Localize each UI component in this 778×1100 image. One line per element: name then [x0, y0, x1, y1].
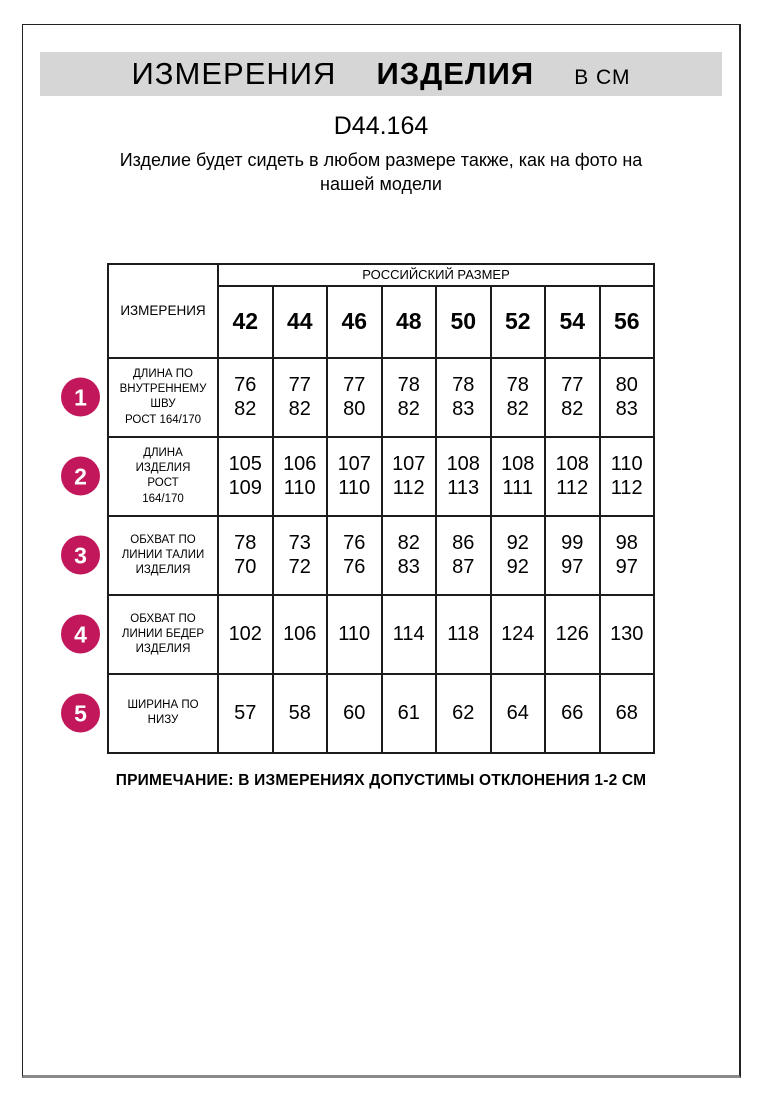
size-table-wrapper — [74, 263, 655, 754]
header-row-group — [108, 264, 654, 286]
measure-label-line: ИЗДЕЛИЯ — [135, 642, 191, 655]
value-line: 61 — [397, 702, 420, 725]
value-cell — [273, 516, 328, 595]
value-cell — [327, 516, 382, 595]
row-number-badge: 2 — [61, 457, 100, 496]
value-cell — [218, 516, 273, 595]
value-line: 109 — [228, 477, 262, 500]
value-line: 77 — [343, 373, 366, 396]
value-line: 82 — [561, 398, 584, 421]
value-line: 110 — [338, 623, 371, 646]
row-number-badge: 4 — [61, 615, 100, 654]
value-cell — [600, 674, 655, 753]
value-line: 58 — [288, 702, 311, 725]
value-line: 83 — [397, 556, 420, 579]
measure-label-line: ЛИНИИ БЕДЕР — [121, 627, 205, 640]
measure-label-cell — [74, 358, 218, 437]
value-line: 86 — [452, 531, 475, 554]
value-cell — [491, 595, 546, 674]
size-header-cell: 54 — [545, 286, 600, 358]
value-line: 99 — [561, 531, 584, 554]
value-line: 106 — [283, 452, 317, 475]
value-cell — [382, 437, 437, 516]
row-number-badge: 1 — [61, 378, 100, 417]
value-line: 108 — [446, 452, 480, 475]
table-row — [108, 437, 654, 516]
value-line: 70 — [234, 556, 257, 579]
size-header-cell: 56 — [600, 286, 655, 358]
value-line: 78 — [452, 373, 475, 396]
value-cell — [273, 595, 328, 674]
measure-label-line: РОСТ — [147, 477, 179, 490]
value-line: 112 — [392, 477, 425, 500]
value-cell — [273, 437, 328, 516]
value-cell — [600, 595, 655, 674]
value-line: 64 — [506, 702, 529, 725]
value-line: 82 — [506, 398, 529, 421]
table-row — [108, 595, 654, 674]
value-line: 76 — [234, 373, 257, 396]
value-cell — [436, 674, 491, 753]
value-line: 78 — [506, 373, 529, 396]
size-table — [74, 263, 655, 754]
value-cell — [545, 595, 600, 674]
value-cell — [436, 595, 491, 674]
measure-label-line: 164/170 — [142, 492, 184, 505]
value-line: 87 — [452, 556, 475, 579]
measure-label-cell — [74, 595, 218, 674]
table-row — [108, 516, 654, 595]
value-line: 68 — [615, 702, 638, 725]
measure-label-line: ИЗДЕЛИЯ — [135, 462, 191, 475]
value-line: 80 — [615, 373, 638, 396]
fit-description: Изделие будет сидеть в любом размере также, как на фото на нашей модели — [119, 150, 643, 194]
value-line: 72 — [288, 556, 311, 579]
value-line: 130 — [610, 623, 644, 646]
size-header-cell: 46 — [327, 286, 382, 358]
title-bar — [40, 52, 722, 96]
value-line: 114 — [392, 623, 425, 646]
size-table-body — [74, 358, 654, 753]
value-cell — [600, 437, 655, 516]
row-number-badge: 5 — [61, 694, 100, 733]
value-line: 98 — [615, 531, 638, 554]
row-number-badge: 3 — [61, 536, 100, 575]
value-cell — [382, 516, 437, 595]
value-cell — [218, 674, 273, 753]
value-cell — [382, 674, 437, 753]
value-cell — [327, 437, 382, 516]
value-line: 102 — [228, 623, 262, 646]
value-line: 82 — [288, 398, 311, 421]
value-cell — [545, 358, 600, 437]
value-line: 76 — [343, 556, 366, 579]
measure-label-line: РОСТ 164/170 — [124, 413, 202, 426]
model-number: D44.164 — [333, 112, 429, 140]
value-cell — [545, 437, 600, 516]
value-cell — [218, 595, 273, 674]
size-header-cell: 48 — [382, 286, 437, 358]
value-line: 80 — [343, 398, 366, 421]
value-line: 97 — [615, 556, 638, 579]
value-line: 107 — [337, 452, 371, 475]
measure-label-line: ОБХВАТ ПО — [130, 533, 196, 546]
value-line: 82 — [397, 398, 420, 421]
value-line: 110 — [338, 477, 371, 500]
value-cell — [436, 437, 491, 516]
value-line: 108 — [501, 452, 535, 475]
table-row — [108, 358, 654, 437]
value-cell — [600, 516, 655, 595]
value-line: 110 — [610, 452, 643, 475]
measure-label-line: ИЗДЕЛИЯ — [135, 563, 191, 576]
value-cell — [218, 437, 273, 516]
value-cell — [218, 358, 273, 437]
value-cell — [327, 674, 382, 753]
size-header-cell: 50 — [436, 286, 491, 358]
value-line: 124 — [501, 623, 535, 646]
value-line: 106 — [283, 623, 317, 646]
measure-label-line: ЛИНИИ ТАЛИИ — [121, 548, 205, 561]
measurements-corner-cell: ИЗМЕРЕНИЯ — [108, 264, 218, 358]
value-line: 77 — [561, 373, 584, 396]
size-header-cell: 42 — [218, 286, 273, 358]
value-line: 111 — [502, 477, 533, 500]
measure-label-line: ДЛИНА ПО — [133, 368, 193, 381]
measure-label-line: ШВУ — [150, 398, 176, 411]
value-cell — [491, 516, 546, 595]
measure-label-line: НИЗУ — [147, 714, 179, 727]
value-cell — [382, 595, 437, 674]
value-cell — [491, 437, 546, 516]
measure-label-cell — [74, 516, 218, 595]
value-cell — [545, 516, 600, 595]
value-cell — [327, 595, 382, 674]
value-line: 112 — [556, 477, 589, 500]
value-line: 92 — [506, 531, 529, 554]
table-row — [108, 674, 654, 753]
size-header-cell: 52 — [491, 286, 546, 358]
value-line: 92 — [506, 556, 529, 579]
value-cell — [382, 358, 437, 437]
russian-size-header: РОССИЙСКИЙ РАЗМЕР — [218, 264, 654, 286]
tolerance-note: ПРИМЕЧАНИЕ: В ИЗМЕРЕНИЯХ ДОПУСТИМЫ ОТКЛОНЕНИЯ 1-2 СМ — [115, 771, 647, 789]
value-cell — [327, 358, 382, 437]
value-line: 73 — [288, 531, 311, 554]
value-line: 76 — [343, 531, 366, 554]
measure-label-line: ОБХВАТ ПО — [130, 612, 196, 625]
value-cell — [600, 358, 655, 437]
value-cell — [273, 358, 328, 437]
value-line: 110 — [283, 477, 316, 500]
value-line: 83 — [452, 398, 475, 421]
value-line: 97 — [561, 556, 584, 579]
value-line: 60 — [343, 702, 366, 725]
value-line: 107 — [392, 452, 426, 475]
measure-label-cell — [74, 674, 218, 753]
value-line: 108 — [555, 452, 589, 475]
value-line: 66 — [561, 702, 584, 725]
page-title-measurements: ИЗМЕРЕНИЯ — [131, 56, 337, 91]
value-line: 78 — [234, 531, 257, 554]
value-line: 113 — [447, 477, 480, 500]
value-cell — [491, 358, 546, 437]
page-title-product: ИЗДЕЛИЯ — [376, 56, 535, 91]
value-cell — [436, 516, 491, 595]
value-line: 112 — [610, 477, 643, 500]
measure-label-line: ВНУТРЕННЕМУ — [119, 383, 207, 396]
page-title-units: В СМ — [574, 66, 631, 89]
measure-label-line: ШИРИНА ПО — [127, 699, 199, 712]
value-cell — [545, 674, 600, 753]
value-cell — [436, 358, 491, 437]
value-line: 77 — [288, 373, 311, 396]
value-line: 62 — [452, 702, 475, 725]
size-table-head — [108, 264, 654, 358]
value-line: 82 — [234, 398, 257, 421]
measure-label-cell — [74, 437, 218, 516]
value-line: 78 — [397, 373, 420, 396]
document-page — [22, 24, 741, 1078]
value-line: 126 — [555, 623, 589, 646]
value-line: 105 — [228, 452, 262, 475]
value-line: 83 — [615, 398, 638, 421]
value-line: 82 — [397, 531, 420, 554]
value-line: 57 — [234, 702, 257, 725]
value-cell — [273, 674, 328, 753]
size-header-cell: 44 — [273, 286, 328, 358]
measure-label-line: ДЛИНА — [143, 447, 183, 460]
value-line: 118 — [447, 623, 480, 646]
value-cell — [491, 674, 546, 753]
